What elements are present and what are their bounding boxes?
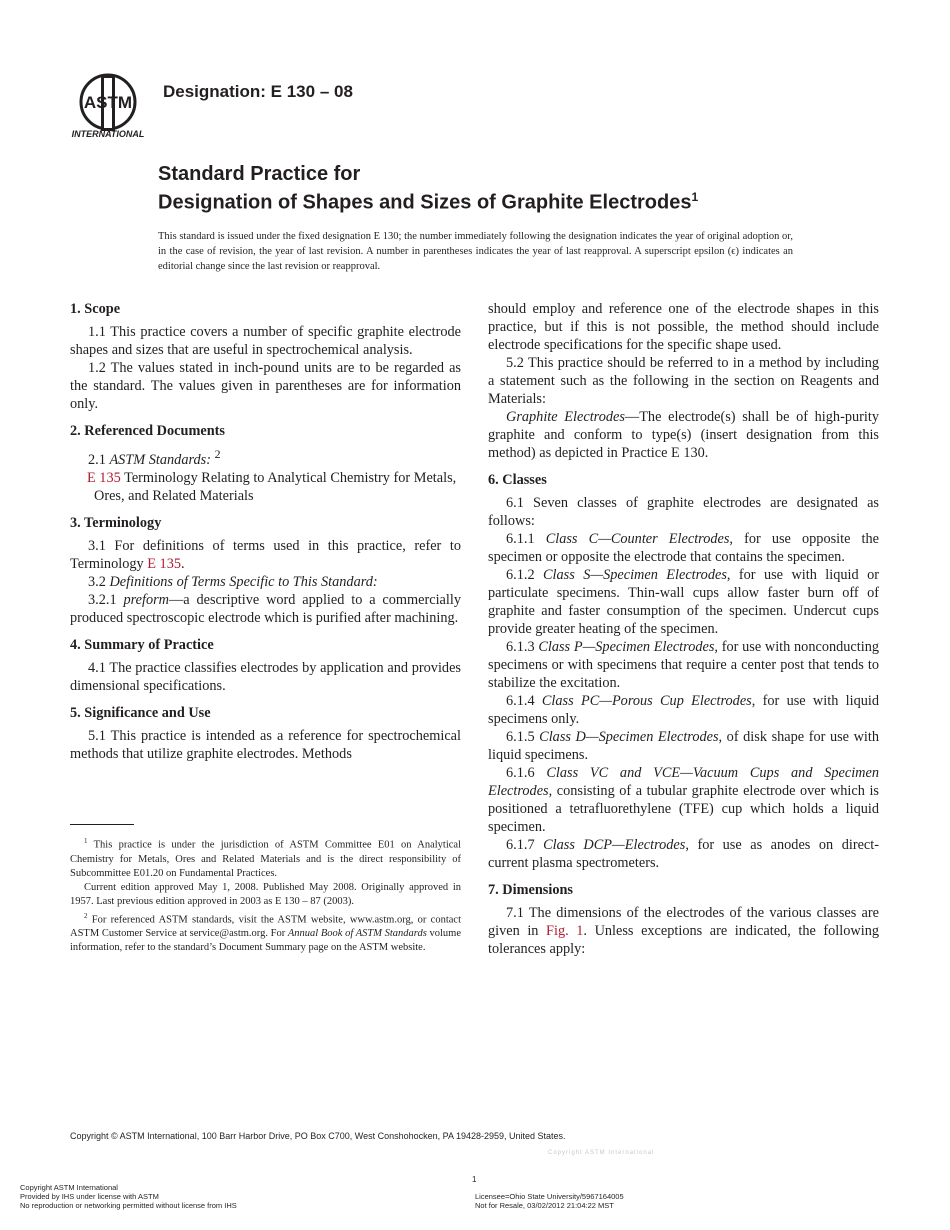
- footnote-mark: 2: [84, 911, 88, 920]
- paragraph-6-1: 6.1 Seven classes of graphite electrodes are designated as follows:: [488, 495, 879, 529]
- footnote-2: [70, 909, 461, 956]
- license-left-line: Copyright ASTM International: [20, 1183, 118, 1192]
- paragraph-number: 3.2: [88, 573, 110, 590]
- class-term: Class S—Specimen Electrodes: [543, 567, 727, 583]
- title-line-1: Standard Practice for: [158, 163, 361, 185]
- class-term: Class D—Specimen Electrodes: [539, 729, 719, 745]
- footnote-ref-2: 2: [214, 447, 221, 461]
- class-item: [488, 764, 879, 836]
- definition-text: —a descriptive word applied to a commercially produced spectroscopic electrode which is purified after machining.: [70, 591, 461, 626]
- paragraph-5-1-continued: should employ and reference one of the electrode shapes in this practice, but if this is not possible, the method should include electrode specifications for the specific shape used.: [488, 301, 879, 353]
- footnote-1-text: This practice is under the jurisdiction of ASTM Committee E01 on Analytical Chemistry for Metals, Ores and Related Materials and is the direct responsibility of Subcommittee E01.20 on Fundamental Practices.: [70, 839, 461, 879]
- paragraph-number: 6.1.5: [506, 729, 540, 745]
- paragraph-5-1: 5.1 This practice is intended as a reference for spectrochemical methods that utilize graphite electrodes. Methods: [70, 727, 461, 762]
- class-description: , for use with liquid specimens only.: [488, 693, 879, 727]
- section-heading-classes: 6. Classes: [488, 472, 547, 488]
- license-left-line: Provided by IHS under license with ASTM: [20, 1192, 159, 1201]
- left-column: [70, 300, 461, 763]
- footnote-mark: 1: [84, 837, 88, 845]
- title-main: Designation of Shapes and Sizes of Graphite Electrodes: [158, 191, 692, 214]
- paragraph-3-1: [70, 537, 461, 573]
- paragraph-3-1-text: 3.1 For definitions of terms used in this practice, refer to Terminology: [70, 537, 461, 572]
- license-right-line: Licensee=Ohio State University/5967164005: [475, 1192, 624, 1201]
- fig-1-link[interactable]: Fig. 1: [546, 923, 584, 939]
- class-item: [488, 692, 879, 728]
- paragraph-number: 6.1.2: [506, 567, 544, 583]
- section-heading-significance: 5. Significance and Use: [70, 704, 211, 721]
- class-term: Class VC and VCE—Vacuum Cups and Specimen Electrodes: [488, 765, 880, 799]
- footnote-2-text-b: volume information, refer to the standard’s Document Summary page on the ASTM website.: [70, 928, 461, 953]
- page-number: 1: [472, 1175, 477, 1184]
- paragraph-7-1-end: . Unless exceptions are indicated, the following tolerances apply:: [488, 923, 879, 957]
- astm-logo: [68, 72, 152, 140]
- class-description: , consisting of a tubular graphite electrode over which is positioned a tetrafluorethylene (TFE) cup which holds a liquid specimen.: [488, 783, 879, 835]
- footnote-divider: [70, 824, 134, 825]
- definitions-label: Definitions of Terms Specific to This Standard:: [109, 573, 378, 590]
- section-heading-terminology: 3. Terminology: [70, 514, 162, 531]
- class-term: Class PC—Porous Cup Electrodes: [541, 693, 752, 709]
- paragraph-4-1: 4.1 The practice classifies electrodes by application and provides dimensional specifications.: [70, 659, 461, 694]
- document-title: [158, 163, 858, 215]
- class-item: [488, 836, 879, 872]
- section-heading-referenced: 2. Referenced Documents: [70, 423, 225, 439]
- paragraph-number: 6.1.3: [506, 639, 539, 655]
- class-description: , for use with liquid or particulate specimens. Thin-wall cups allow faster burn off of graphite and faster consumption of the specimen. Undercut cups provide greater heating of the specimen.: [488, 567, 879, 637]
- class-term: Class C—Counter Electrodes: [545, 531, 730, 547]
- footnote-1: [70, 834, 461, 881]
- footnote-1-edition: Current edition approved May 1, 2008. Published May 2008. Originally approved in 1957. Last previous edition approved in 2003 as E 130 – 87 (2003).: [70, 881, 461, 907]
- class-item: [488, 530, 879, 566]
- faint-watermark: Copyright ASTM International: [548, 1150, 655, 1156]
- paragraph-3-2-1: [70, 591, 461, 627]
- e135-link[interactable]: E 135: [147, 555, 181, 572]
- class-description: , for use with nonconducting specimens or with specimens that require a center post that tends to stabilize the excitation.: [488, 639, 880, 691]
- license-right-line: Not for Resale, 03/02/2012 21:04:22 MST: [475, 1201, 614, 1210]
- class-item: [488, 728, 879, 764]
- referenced-document: [87, 469, 461, 505]
- footnotes: [70, 834, 461, 955]
- paragraph-number: 6.1.4: [506, 693, 542, 709]
- term-preform: preform: [123, 591, 169, 608]
- license-right: [475, 1192, 624, 1210]
- period: .: [181, 555, 185, 572]
- referenced-document-title: Terminology Relating to Analytical Chemistry for Metals, Ores, and Related Materials: [94, 469, 457, 504]
- section-heading-summary: 4. Summary of Practice: [70, 636, 214, 653]
- paragraph-number: 6.1.6: [506, 765, 547, 781]
- license-left: [20, 1183, 237, 1210]
- paragraph-7-1-text: 7.1 The dimensions of the electrodes of the various classes are given in: [488, 905, 879, 939]
- term-graphite-electrodes: Graphite Electrodes: [506, 409, 625, 425]
- class-description: , for use opposite the specimen or opposite the electrode that contains the specimen.: [488, 531, 880, 565]
- copyright-line: Copyright © ASTM International, 100 Barr Harbor Drive, PO Box C700, West Conshohocken, PA 19428-2959, United States.: [70, 1131, 566, 1141]
- paragraph-3-2: [70, 573, 461, 591]
- paragraph-5-2-quote: [488, 408, 879, 462]
- footnote-2-italic: Annual Book of ASTM Standards: [287, 928, 427, 939]
- paragraph-2-1: [70, 445, 461, 469]
- class-item: [488, 638, 879, 692]
- class-term: Class P—Specimen Electrodes: [538, 639, 715, 655]
- designation: Designation: E 130 – 08: [163, 82, 353, 101]
- preamble: This standard is issued under the fixed designation E 130; the number immediately following the designation indicates the year of original adoption or, in the case of revision, the year of last revision. A number in parentheses indicates the year of last reapproval. A superscript epsilon (ϵ) indicates an editorial change since the last revision or reapproval.: [158, 231, 793, 272]
- paragraph-5-2: 5.2 This practice should be referred to in a method by including a statement such as the following in the section on Reagents and Materials:: [488, 355, 879, 407]
- quote-text: —The electrode(s) shall be of high-purity graphite and conform to type(s) (insert designation from this method) as depicted in Practice E 130.: [488, 409, 879, 461]
- section-heading-dimensions: 7. Dimensions: [488, 882, 573, 898]
- footnote-2-text-a: For referenced ASTM standards, visit the ASTM website, www.astm.org, or contact ASTM Customer Service at service@astm.org. For: [70, 914, 461, 939]
- astm-standards-label: ASTM Standards:: [109, 451, 211, 468]
- paragraph-1-1: 1.1 This practice covers a number of specific graphite electrode shapes and sizes that are useful in spectrochemical analysis.: [70, 324, 461, 358]
- paragraph-number: 6.1.7: [506, 837, 544, 853]
- class-item: [488, 566, 879, 638]
- class-description: , of disk shape for use with liquid specimens.: [488, 729, 879, 763]
- logo-lettering: ASTM: [83, 93, 133, 112]
- logo-subtext: INTERNATIONAL: [71, 129, 145, 139]
- class-term: Class DCP—Electrodes: [543, 837, 686, 853]
- paragraph-1-2: 1.2 The values stated in inch-pound units are to be regarded as the standard. The values given in parentheses are for information only.: [70, 360, 461, 412]
- paragraph-number: 2.1: [88, 451, 110, 468]
- class-description: , for use as anodes on direct-current plasma spectrometers.: [488, 837, 880, 871]
- paragraph-number: 3.2.1: [88, 591, 124, 608]
- license-left-line: No reproduction or networking permitted without license from IHS: [20, 1201, 237, 1210]
- section-heading-scope: 1. Scope: [70, 301, 121, 317]
- paragraph-number: 6.1.1: [506, 531, 546, 547]
- e135-link[interactable]: E 135: [87, 469, 121, 486]
- title-line-2: [158, 186, 858, 215]
- title-footnote-mark: 1: [691, 190, 699, 204]
- right-column: [488, 300, 879, 958]
- paragraph-7-1: [488, 904, 879, 958]
